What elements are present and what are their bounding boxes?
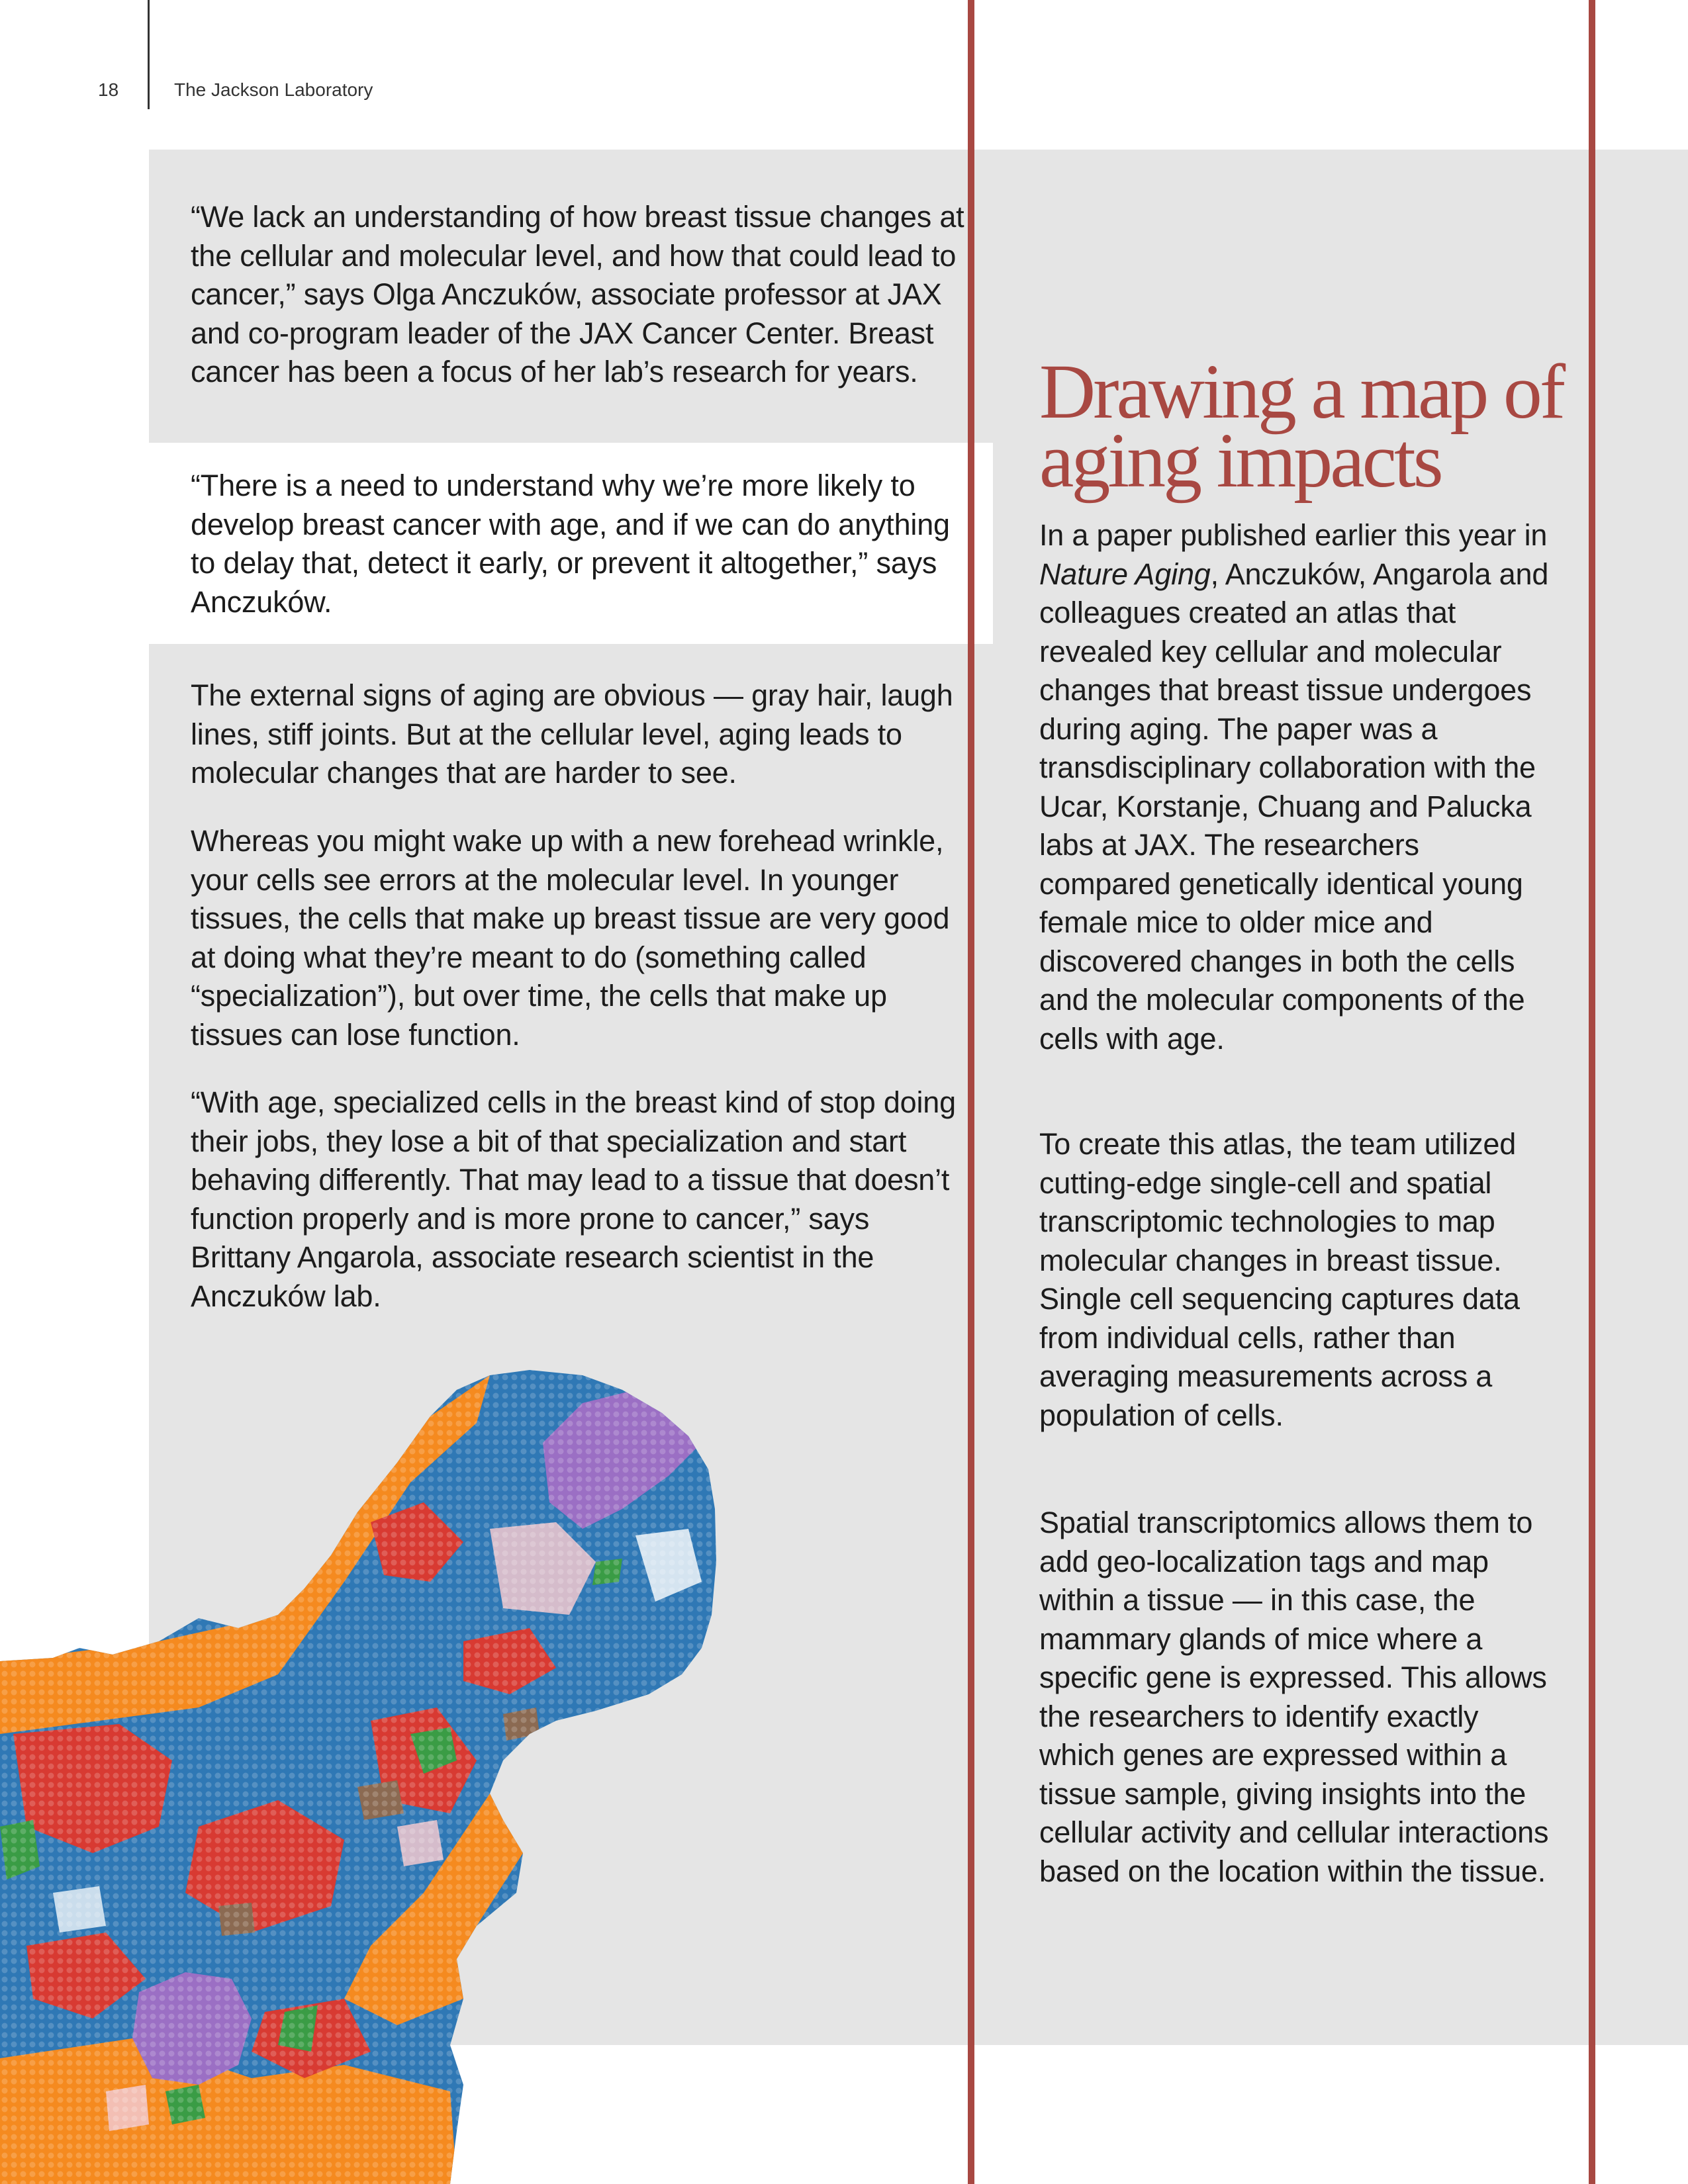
quote-anczukow-understanding: “We lack an understanding of how breast tissue changes at the cellular and molecular level, and how that could lead to cancer,” says Olga Anczuków, associate professor at JAX and co-program leader of the JAX Cancer Center. Breast cancer has been a focus of her lab’s research for years.	[191, 200, 964, 388]
section-heading: Drawing a map of aging impacts	[1039, 348, 1564, 504]
quote-anczukow-need: “There is a need to understand why we’re more likely to develop breast cancer with age, and if we can do anything to delay that, detect it early, or prevent it altogether,” says Anczuków.	[191, 469, 950, 619]
paragraph-spatial-transcriptomics: Spatial transcriptomics allows them to add geo-localization tags and map within a tissue — in this case, the mammary glands of mice where a specific gene is expressed. This allows the researchers to identify exactly which genes are expressed within a tissue sample, giving insights into the cellular activity and cellular interactions based on the location within the tissue.	[1039, 1506, 1549, 1888]
publication-name: The Jackson Laboratory	[174, 79, 373, 100]
journal-name: Nature Aging	[1039, 557, 1211, 591]
paragraph-specialization: Whereas you might wake up with a new forehead wrinkle, your cells see errors at the molecular level. In younger tissues, the cells that make up breast tissue are very good at doing what they’re meant to do (something called “specialization”), but over time, the cells that make up tissues can lose function.	[191, 824, 950, 1052]
vertical-rule-right	[1589, 0, 1595, 2184]
tissue-region	[0, 1363, 741, 2184]
tissue-map-illustration	[0, 1363, 741, 2184]
paragraph-nature-aging: In a paper published earlier this year in Nature Aging, Anczuków, Angarola and colleagues created an atlas that revealed key cellular and molecular changes that breast tissue undergoes during aging. The paper was a transdisciplinary collaboration with the Ucar, Korstanje, Chuang and Palucka labs at JAX. The researchers compared genetically identical young female mice to older mice and discovered changes in both the cells and the molecular components of the cells with age.	[1039, 518, 1549, 1056]
paragraph-external-signs: The external signs of aging are obvious — gray hair, laugh lines, stiff joints. But at the cellular level, aging leads to molecular changes that are harder to see.	[191, 678, 953, 790]
page-number: 18	[98, 79, 119, 100]
header-divider	[148, 0, 150, 109]
paragraph-atlas-methods: To create this atlas, the team utilized cutting-edge single-cell and spatial transcriptomic technologies to map molecular changes in breast tissue. Single cell sequencing captures data from individual cells, rather than averaging measurements across a population of cells.	[1039, 1127, 1520, 1432]
quote-angarola: “With age, specialized cells in the breast kind of stop doing their jobs, they lose a bit of that specialization and start behaving differently. That may lead to a tissue that doesn’t function properly and is more prone to cancer,” says Brittany Angarola, associate research scientist in the Anczuków lab.	[191, 1085, 956, 1313]
